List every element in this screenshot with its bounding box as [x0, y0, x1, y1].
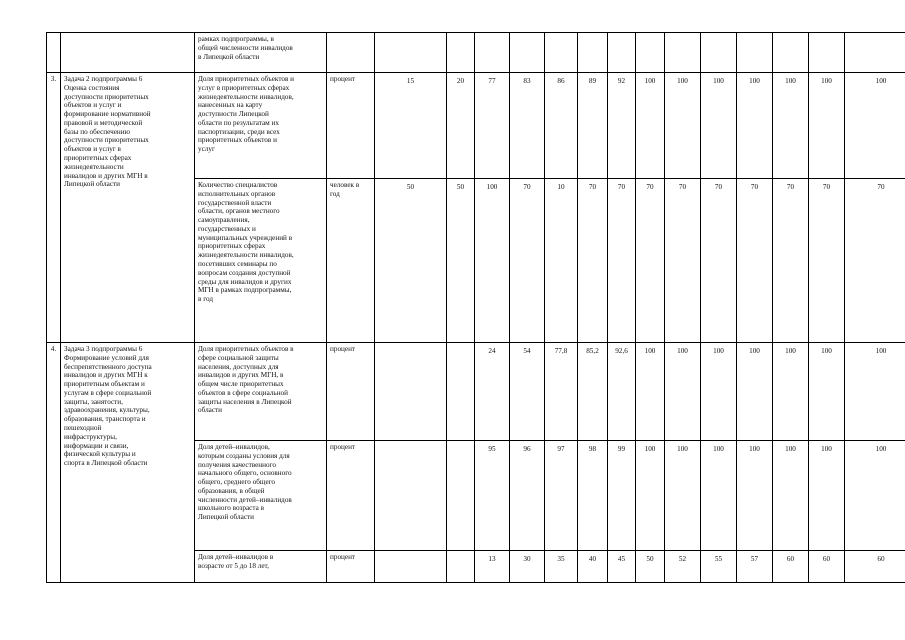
value-cell: 30 [510, 551, 545, 583]
value-cell: 52 [665, 551, 701, 583]
value-cell: 60 [773, 551, 809, 583]
row-number-cell [47, 33, 61, 73]
value-cell: 100 [737, 441, 773, 551]
value-cell [845, 33, 905, 73]
value-cell: 24 [475, 343, 510, 441]
value-cell: 92 [608, 73, 636, 179]
value-cell: 70 [608, 179, 636, 343]
value-cell [375, 343, 447, 441]
indicators-table [46, 32, 905, 583]
value-cell: 86 [545, 73, 578, 179]
indicator-cell: рамках подпрограммы, в общей численности инвалидов в Липецкой области [195, 33, 327, 73]
task-cell: Задача 2 подпрограммы 6 Оценка состояния доступности приоритетных объектов и услуг и формирование нормативной правовой и методической базы по обеспечению доступности приоритетных объектов и услуг в приоритетных сферах жизнедеятельности инвалидов и других МГН в Липецкой области [61, 73, 195, 343]
value-cell: 85,2 [578, 343, 608, 441]
value-cell [665, 33, 701, 73]
value-cell: 100 [636, 441, 665, 551]
value-cell: 98 [578, 441, 608, 551]
row-number-cell: 3. [47, 73, 61, 343]
value-cell: 70 [510, 179, 545, 343]
value-cell: 45 [608, 551, 636, 583]
indicator-cell: Количество специалистов исполнительных органов государственной власти области, органов местного самоуправления, государственных и муниципальных учреждений в приоритетных сферах жизнедеятельности инвалидов, посетивших семинары по вопросам создания доступной среды для инвалидов и других МГН в рамках подпрограммы, в год [195, 179, 327, 343]
value-cell: 60 [845, 551, 905, 583]
value-cell: 100 [636, 73, 665, 179]
value-cell: 92,6 [608, 343, 636, 441]
value-cell: 100 [773, 343, 809, 441]
value-cell: 100 [737, 73, 773, 179]
value-cell: 100 [665, 73, 701, 179]
indicator-cell: Доля детей–инвалидов в возрасте от 5 до 18 лет, [195, 551, 327, 583]
value-cell [809, 33, 845, 73]
value-cell: 100 [845, 343, 905, 441]
value-cell: 100 [773, 73, 809, 179]
value-cell [701, 33, 737, 73]
value-cell [773, 33, 809, 73]
value-cell [545, 33, 578, 73]
row-number-cell: 4. [47, 343, 61, 583]
value-cell: 70 [665, 179, 701, 343]
value-cell [510, 33, 545, 73]
value-cell: 89 [578, 73, 608, 179]
value-cell: 100 [475, 179, 510, 343]
value-cell: 99 [608, 441, 636, 551]
value-cell: 55 [701, 551, 737, 583]
value-cell: 83 [510, 73, 545, 179]
value-cell: 40 [578, 551, 608, 583]
value-cell: 70 [578, 179, 608, 343]
value-cell: 96 [510, 441, 545, 551]
value-cell: 77,8 [545, 343, 578, 441]
value-cell: 15 [375, 73, 447, 179]
value-cell: 77 [475, 73, 510, 179]
value-cell: 54 [510, 343, 545, 441]
value-cell [737, 33, 773, 73]
value-cell: 70 [809, 179, 845, 343]
value-cell: 50 [636, 551, 665, 583]
value-cell [636, 33, 665, 73]
value-cell: 70 [845, 179, 905, 343]
value-cell [447, 33, 475, 73]
value-cell: 57 [737, 551, 773, 583]
value-cell: 97 [545, 441, 578, 551]
value-cell: 70 [773, 179, 809, 343]
value-cell: 13 [475, 551, 510, 583]
task-cell [61, 33, 195, 73]
value-cell: 100 [809, 441, 845, 551]
value-cell: 70 [701, 179, 737, 343]
value-cell: 100 [809, 343, 845, 441]
value-cell [447, 551, 475, 583]
value-cell: 100 [809, 73, 845, 179]
indicator-cell: Доля детей–инвалидов, которым созданы условия для получения качественного начального общего, основного общего, среднего общего образования, в общей численности детей–инвалидов школьного возраста в Липецкой области [195, 441, 327, 551]
value-cell [375, 33, 447, 73]
unit-cell [327, 33, 375, 73]
value-cell: 100 [701, 343, 737, 441]
unit-cell: процент [327, 73, 375, 179]
value-cell [578, 33, 608, 73]
value-cell: 100 [737, 343, 773, 441]
value-cell: 10 [545, 179, 578, 343]
value-cell: 35 [545, 551, 578, 583]
value-cell: 50 [447, 179, 475, 343]
table-row [47, 343, 905, 441]
value-cell [447, 441, 475, 551]
table-row [47, 73, 905, 179]
value-cell [375, 441, 447, 551]
value-cell: 100 [665, 441, 701, 551]
table-row [47, 33, 905, 73]
unit-cell: процент [327, 551, 375, 583]
value-cell: 60 [809, 551, 845, 583]
value-cell: 50 [375, 179, 447, 343]
value-cell [608, 33, 636, 73]
value-cell: 100 [845, 441, 905, 551]
value-cell: 70 [636, 179, 665, 343]
indicator-cell: Доля приоритетных объектов и услуг в приоритетных сферах жизнедеятельности инвалидов, нанесенных на карту доступности Липецкой области по результатам их паспортизации, среди всех приоритетных объектов и услуг [195, 73, 327, 179]
value-cell [447, 343, 475, 441]
unit-cell: процент [327, 343, 375, 441]
value-cell [475, 33, 510, 73]
value-cell: 20 [447, 73, 475, 179]
value-cell: 100 [701, 441, 737, 551]
value-cell: 100 [636, 343, 665, 441]
value-cell: 100 [701, 73, 737, 179]
value-cell: 100 [773, 441, 809, 551]
value-cell: 100 [665, 343, 701, 441]
unit-cell: человек в год [327, 179, 375, 343]
value-cell: 95 [475, 441, 510, 551]
indicator-cell: Доля приоритетных объектов в сфере социальной защиты населения, доступных для инвалидов и других МГН, в общем числе приоритетных объектов в сфере социальной защиты населения в Липецкой области [195, 343, 327, 441]
value-cell: 100 [845, 73, 905, 179]
task-cell: Задача 3 подпрограммы 6 Формирование условий для беспрепятственного доступа инвалидов и других МГН к приоритетным объектам и услугам в сфере социальной защиты, занятости, здравоохранения, культуры, образования, транспорта и пешеходной инфраструктуры, информации и связи, физической культуры и спорта в Липецкой области [61, 343, 195, 583]
value-cell [375, 551, 447, 583]
unit-cell: процент [327, 441, 375, 551]
value-cell: 70 [737, 179, 773, 343]
